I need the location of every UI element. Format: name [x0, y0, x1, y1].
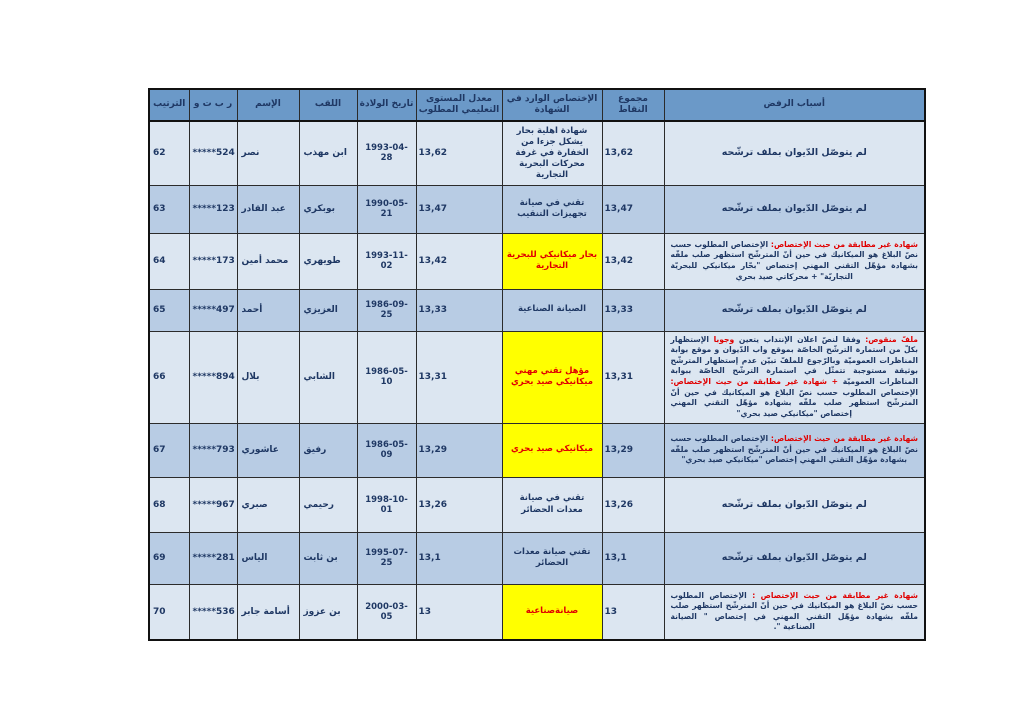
cell-rank: 68 [149, 477, 189, 532]
cell-total: 13,1 [602, 532, 664, 584]
cell-avg: 13,42 [416, 233, 502, 289]
cell-rank: 62 [149, 121, 189, 185]
cell-birthdate: 1986-05-10 [357, 331, 416, 423]
cell-specialty: شهادة اهلية بحار يشكل جزءا من الخفارة في غرفة محركات البحرية التجارية [502, 121, 602, 185]
cell-surname: الشابي [299, 331, 357, 423]
cell-rank: 65 [149, 289, 189, 331]
cell-id: *****173 [189, 233, 237, 289]
rejection-alert-text: + شهادة غير مطابقة من حيث الإختصاص: [670, 377, 839, 386]
cell-specialty: بحار ميكانيكي للبحرية التجارية [502, 233, 602, 289]
cell-rejection [664, 584, 925, 640]
cell-birthdate: 1995-07-25 [357, 532, 416, 584]
cell-specialty: تقني صيانة معدات الحضائر [502, 532, 602, 584]
header-rank: الترتيب [149, 89, 189, 121]
cell-firstname: صبري [237, 477, 299, 532]
cell-rank: 67 [149, 423, 189, 477]
header-rejection: أسباب الرفض [664, 89, 925, 121]
cell-surname: رحيمي [299, 477, 357, 532]
cell-firstname: بلال [237, 331, 299, 423]
rejection-alert-text: وجوبا [713, 334, 735, 344]
header-total: مجموع النقاط [602, 89, 664, 121]
cell-firstname: نصر [237, 121, 299, 185]
cell-id: *****894 [189, 331, 237, 423]
cell-total: 13,62 [602, 121, 664, 185]
cell-firstname: أسامة جابر [237, 584, 299, 640]
cell-id: *****524 [189, 121, 237, 185]
table-row [149, 331, 925, 423]
table-row [149, 121, 925, 185]
cell-avg: 13,62 [416, 121, 502, 185]
header-id: ر ب ت و [189, 89, 237, 121]
cell-birthdate: 2000-03-05 [357, 584, 416, 640]
header-avg: معدل المستوى التعليمي المطلوب [416, 89, 502, 121]
cell-rejection: لم يتوصّل الدّيوان بملف ترشّحه [664, 477, 925, 532]
cell-rank: 64 [149, 233, 189, 289]
cell-rank: 63 [149, 185, 189, 233]
cell-avg: 13,31 [416, 331, 502, 423]
rejection-alert-text: شهادة غير مطابقة من حيث الإختصاص : [746, 590, 918, 600]
cell-rank: 70 [149, 584, 189, 640]
cell-rejection [664, 331, 925, 423]
cell-surname: طويهري [299, 233, 357, 289]
cell-specialty: صيانةصناعية [502, 584, 602, 640]
cell-specialty: ميكانيكي صيد بحري [502, 423, 602, 477]
rejection-detail-text: الإستظهار بكلّ من استمارة الترشّح الخاصّة بموقع واب الدّيوان و موقع بوابة المناظرات العموميّة وبالرّجوع للملفّ تبيّن عدم إستظهار المترشّح بوثيقة مستوجبة تتمثّل في استمارة الترشّح الخاصّة ببوابة المناظرات العموميّة [670, 334, 918, 386]
cell-avg: 13,1 [416, 532, 502, 584]
cell-birthdate: 1998-10-01 [357, 477, 416, 532]
cell-firstname: الياس [237, 532, 299, 584]
header-surname: اللقب [299, 89, 357, 121]
cell-avg: 13,33 [416, 289, 502, 331]
cell-total: 13,26 [602, 477, 664, 532]
cell-specialty: الصيانة الصناعية [502, 289, 602, 331]
table-row [149, 233, 925, 289]
rejection-detail-text: الإختصاص المطلوب حسب نصّ البلاغ هو الميكانيك في حين أنّ المترشّح استظهر صلب ملفّه بشهادة مؤهّل التقني المهني إختصاص "ميكانيكي صيد بحري" [670, 434, 918, 465]
table-row [149, 423, 925, 477]
cell-rejection [664, 423, 925, 477]
cell-rank: 66 [149, 331, 189, 423]
cell-id: *****497 [189, 289, 237, 331]
cell-avg: 13,47 [416, 185, 502, 233]
cell-id: *****123 [189, 185, 237, 233]
cell-rank: 69 [149, 532, 189, 584]
cell-specialty: تقني في صيانة تجهيزات التنقيب [502, 185, 602, 233]
cell-firstname: عبد القادر [237, 185, 299, 233]
cell-avg: 13,26 [416, 477, 502, 532]
candidates-rejection-table [148, 88, 926, 641]
cell-surname: بوبكري [299, 185, 357, 233]
cell-rejection: لم يتوصّل الدّيوان بملف ترشّحه [664, 185, 925, 233]
rejection-detail-text: الإختصاص المطلوب حسب نصّ البلاغ هو الميكانيك في حين أنّ المترشّح استظهر صلب ملفّه بشهادة مؤهّل التقني المهني إختصاص "بحّار ميكانيكي للبحريّة التجاريّة" + محركاتي صيد بحري [670, 239, 918, 281]
rejection-alert-text: ملفّ منقوص: [860, 334, 918, 344]
cell-surname: رفيق [299, 423, 357, 477]
table-header [149, 89, 925, 121]
rejection-detail-text: الإختصاص المطلوب حسب نصّ البلاغ هو الميكانيك في حين أنّ المترشّح استظهر صلب ملفّه بشهادة مؤهّل التقني المهني في إختصاص " الصيانة الصناعية ". [670, 590, 918, 632]
cell-id: *****281 [189, 532, 237, 584]
cell-birthdate: 1990-05-21 [357, 185, 416, 233]
cell-avg: 13 [416, 584, 502, 640]
cell-surname: ابن مهذب [299, 121, 357, 185]
header-birthdate: تاريخ الولادة [357, 89, 416, 121]
cell-total: 13,31 [602, 331, 664, 423]
table-row [149, 289, 925, 331]
table-row [149, 185, 925, 233]
cell-id: *****967 [189, 477, 237, 532]
cell-firstname: عاشوري [237, 423, 299, 477]
cell-id: *****793 [189, 423, 237, 477]
cell-total: 13,29 [602, 423, 664, 477]
cell-specialty: مؤهل تقني مهني ميكانيكي صيد بحري [502, 331, 602, 423]
cell-specialty: تقني في صيانة معدات الحضائر [502, 477, 602, 532]
cell-total: 13,33 [602, 289, 664, 331]
cell-rejection [664, 233, 925, 289]
cell-total: 13,42 [602, 233, 664, 289]
table-row [149, 532, 925, 584]
cell-id: *****536 [189, 584, 237, 640]
cell-surname: بن عزوز [299, 584, 357, 640]
rejection-alert-text: شهادة غير مطابقة من حيث الإختصاص: [768, 239, 918, 249]
cell-firstname: أحمد [237, 289, 299, 331]
rejection-alert-text: شهادة غير مطابقة من حيث الإختصاص: [768, 434, 918, 444]
cell-rejection: لم يتوصّل الدّيوان بملف ترشّحه [664, 121, 925, 185]
header-firstname: الإسم [237, 89, 299, 121]
rejection-detail-text: الإختصاص المطلوب حسب نصّ البلاغ هو الميكانيك في حين أنّ المترشّح استظهر صلب ملفّه بشهادة مؤهّل التقني المهني إختصاص "ميكانيكي صيد بحري" [670, 387, 918, 418]
table-body [149, 121, 925, 640]
rejection-detail-text: وفقا لنصّ اعلان الإنتداب يتعين [734, 334, 861, 344]
cell-total: 13 [602, 584, 664, 640]
cell-avg: 13,29 [416, 423, 502, 477]
header-row [149, 89, 925, 121]
cell-surname: بن ثابت [299, 532, 357, 584]
cell-total: 13,47 [602, 185, 664, 233]
cell-rejection: لم يتوصّل الدّيوان بملف ترشّحه [664, 532, 925, 584]
rejection-table-wrap [146, 88, 926, 641]
header-specialty: الإختصاص الوارد في الشهادة [502, 89, 602, 121]
table-row [149, 477, 925, 532]
cell-rejection: لم يتوصّل الدّيوان بملف ترشّحه [664, 289, 925, 331]
cell-birthdate: 1993-11-02 [357, 233, 416, 289]
cell-birthdate: 1986-05-09 [357, 423, 416, 477]
cell-surname: العزيزي [299, 289, 357, 331]
table-row [149, 584, 925, 640]
cell-birthdate: 1993-04-28 [357, 121, 416, 185]
cell-firstname: محمد أمين [237, 233, 299, 289]
cell-birthdate: 1986-09-25 [357, 289, 416, 331]
